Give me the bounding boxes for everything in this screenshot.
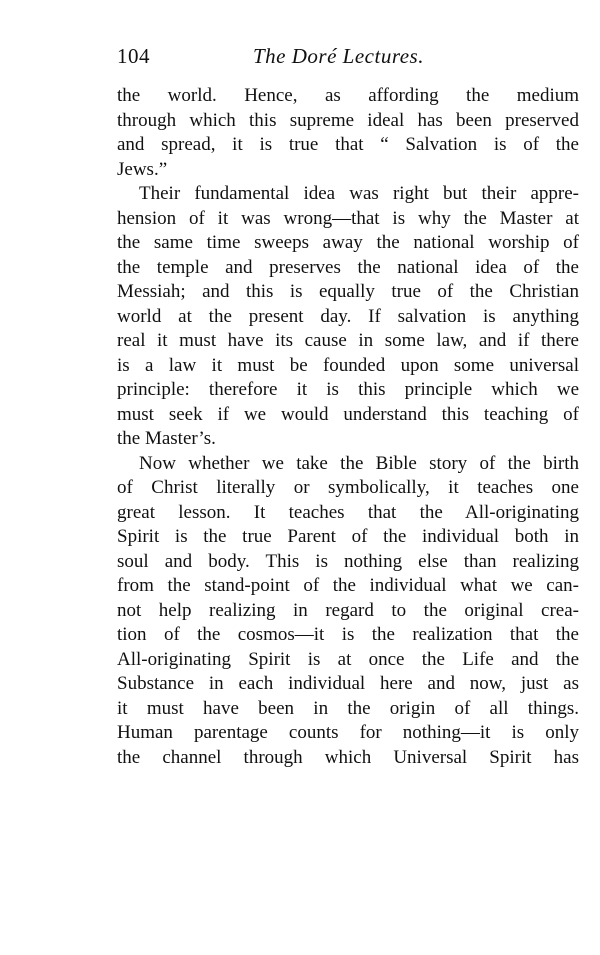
text-line: must seek if we would understand this teaching of [117, 403, 579, 425]
text-line: Now whether we take the Bible story of the birth [139, 452, 579, 474]
text-line: and spread, it is true that “ Salvation is of the [117, 134, 579, 155]
text-line: principle: therefore it is this principle which we [117, 379, 579, 400]
text-line: is a law it must be founded upon some universal [117, 354, 579, 376]
text-line: Jews.” [117, 158, 168, 180]
body-text [117, 84, 579, 770]
text-line: All-originating Spirit is at once the Life and the [117, 648, 579, 670]
text-line: tion of the cosmos—it is the realization that the [117, 624, 579, 645]
text-line: Their fundamental idea was right but their appre- [139, 183, 579, 204]
text-line: the world. Hence, as affording the medium [117, 85, 579, 106]
text-line: real it must have its cause in some law, and if there [117, 330, 579, 351]
text-line: the temple and preserves the national idea of the [117, 256, 579, 278]
running-head [117, 44, 579, 72]
running-title: The Doré Lectures. [253, 44, 424, 68]
text-line: Human parentage counts for nothing—it is only [117, 722, 579, 743]
text-line: the Master’s. [117, 428, 216, 449]
paragraph-2 [117, 182, 579, 452]
text-line: not help realizing in regard to the original crea- [117, 599, 579, 621]
text-line: world at the present day. If salvation is anything [117, 305, 579, 327]
text-line: the same time sweeps away the national worship of [117, 232, 579, 253]
text-line: it must have been in the origin of all things. [117, 697, 579, 719]
text-line: through which this supreme ideal has been preserved [117, 109, 579, 131]
text-line: Spirit is the true Parent of the individual both in [117, 526, 579, 547]
text-line: Messiah; and this is equally true of the Christian [117, 281, 579, 302]
text-line: great lesson. It teaches that the All-originating [117, 501, 579, 523]
paragraph-1 [117, 84, 579, 182]
text-line: soul and body. This is nothing else than realizing [117, 550, 579, 572]
text-line: hension of it was wrong—that is why the Master at [117, 207, 579, 229]
text-line: the channel through which Universal Spirit has [117, 746, 579, 768]
text-line: Substance in each individual here and now, just as [117, 673, 579, 694]
page-number: 104 [117, 44, 150, 68]
text-line: from the stand-point of the individual what we can- [117, 575, 579, 596]
text-line: of Christ literally or symbolically, it teaches one [117, 477, 579, 498]
paragraph-3 [117, 452, 579, 771]
